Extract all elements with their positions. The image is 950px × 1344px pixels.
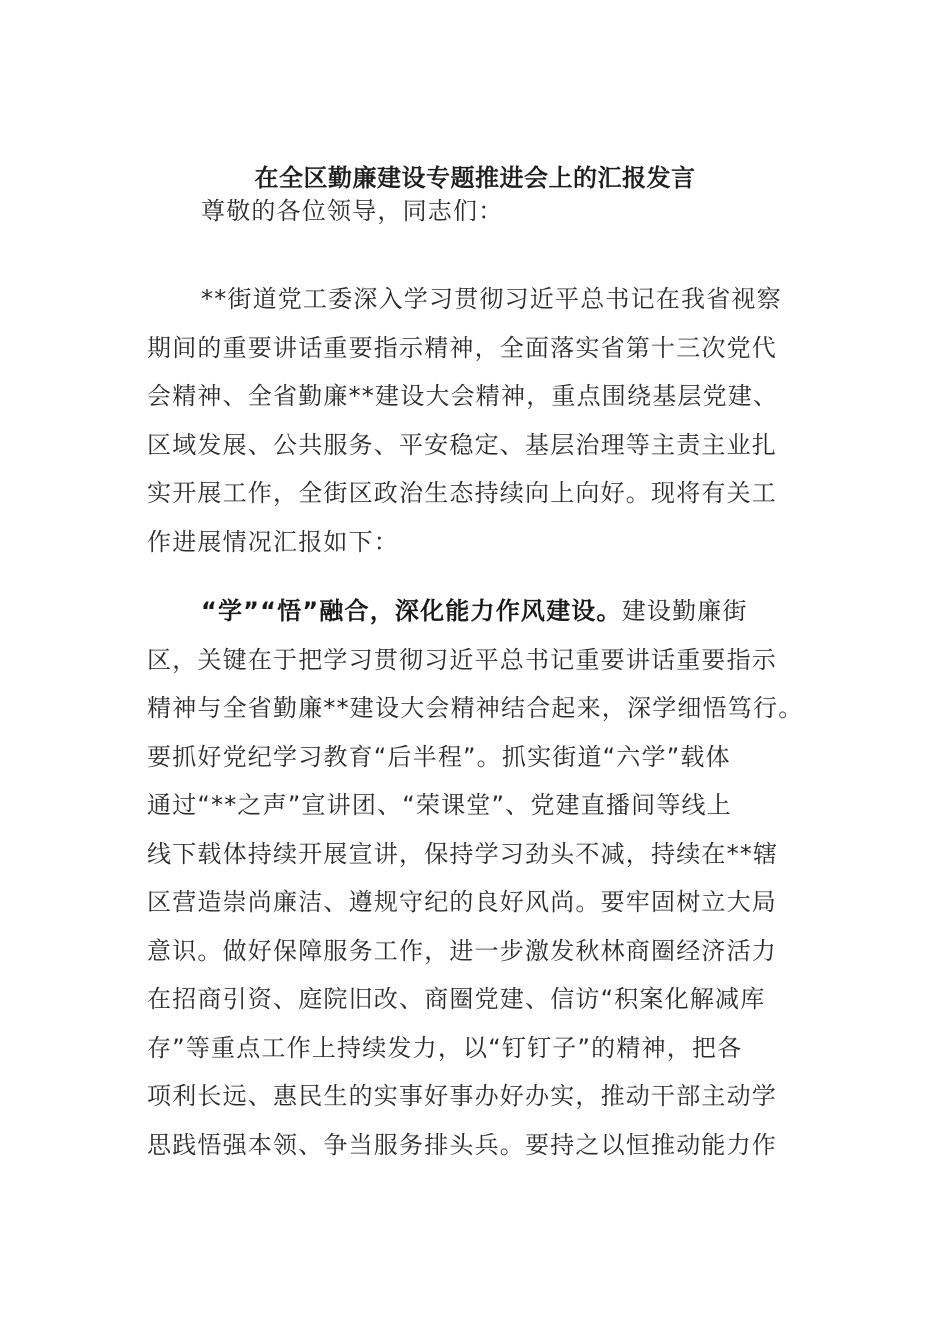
paragraph-line: 项利长远、惠民生的实事好事办好办实，推动干部主动学	[147, 1082, 777, 1110]
paragraph-line: 在招商引资、庭院旧改、商圈党建、信访“积案化解减库	[147, 985, 766, 1013]
greeting-line	[147, 187, 807, 236]
paragraph-line: 会精神、全省勤廉**建设大会精神，重点围绕基层党建、	[147, 382, 779, 410]
paragraph-line: 线下载体持续开展宣讲，保持学习劲头不减，持续在**辖	[147, 839, 779, 868]
paragraph-line: 区，关键在于把学习贯彻习近平总书记重要讲话重要指示	[147, 645, 777, 674]
paragraph-line	[147, 587, 807, 636]
paragraph-line-text: 建设勤廉街	[621, 597, 748, 625]
paragraph-section-one	[147, 587, 807, 1169]
document-title: 在全区勤廉建设专题推进会上的汇报发言	[254, 164, 696, 192]
paragraph-line: 精神与全省勤廉**建设大会精神结合起来，深学细悟笃行。	[147, 694, 804, 722]
paragraph-intro	[147, 275, 807, 566]
paragraph-line: 期间的重要讲话重要指示精神，全面落实省第十三次党代	[147, 333, 777, 362]
paragraph-line: 意识。做好保障服务工作，进一步激发秋林商圈经济活力	[147, 936, 777, 965]
paragraph-line: 区域发展、公共服务、平安稳定、基层治理等主责主业扎	[147, 430, 777, 459]
paragraph-line-text: **街道党工委深入学习贯彻习近平总书记在我省视察	[201, 285, 782, 313]
paragraph-line: 要抓好党纪学习教育“后半程”。抓实街道“六学”载体	[147, 742, 731, 771]
greeting-text: 尊敬的各位领导，同志们：	[201, 197, 504, 225]
paragraph-line: 区营造崇尚廉洁、遵规守纪的良好风尚。要牢固树立大局	[147, 888, 777, 916]
paragraph-line: 思践悟强本领、争当服务排头兵。要持之以恒推动能力作	[147, 1130, 777, 1159]
paragraph-line: 存”等重点工作上持续发力，以“钉钉子”的精神，把各	[147, 1033, 743, 1062]
paragraph-line: 作进展情况汇报如下：	[147, 527, 399, 556]
paragraph-line: 通过“**之声”宣讲团、“荣课堂”、党建直播间等线上	[147, 791, 732, 819]
paragraph-line: 实开展工作，全街区政治生态持续向上向好。现将有关工	[147, 479, 777, 507]
paragraph-line	[147, 275, 807, 324]
section-heading: “学”“悟”融合，深化能力作风建设。	[201, 597, 622, 625]
